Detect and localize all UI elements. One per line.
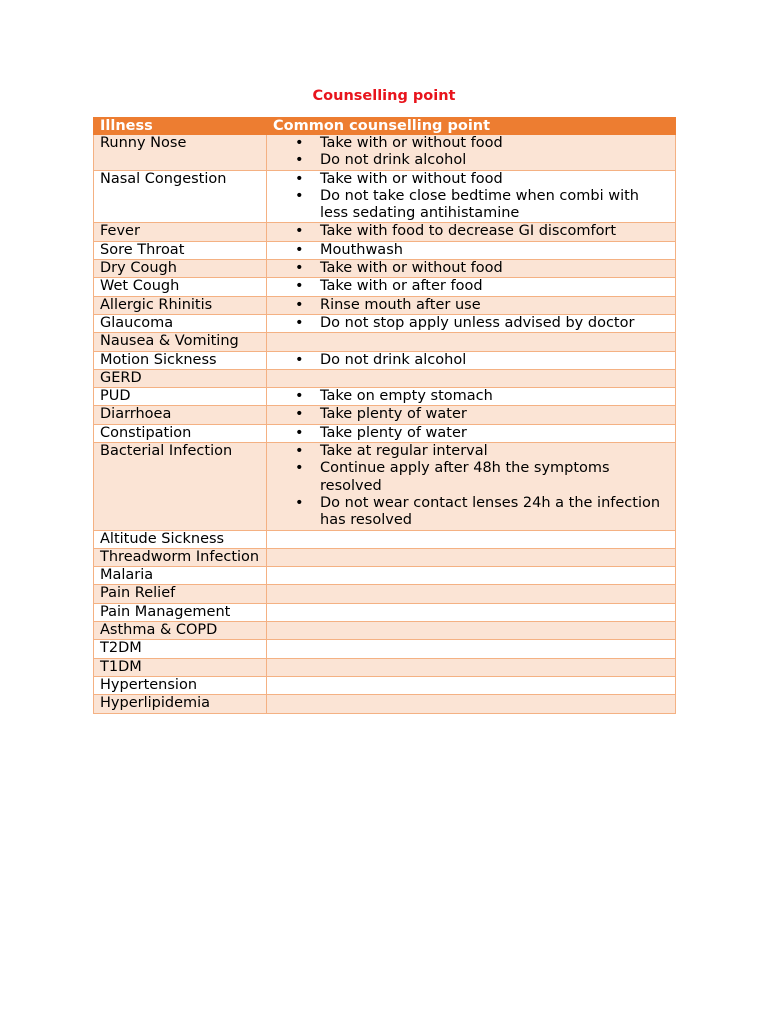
column-header-counselling-point: Common counselling point (267, 118, 676, 135)
counselling-point-cell (267, 530, 676, 548)
table-row (94, 548, 676, 566)
table-row (94, 622, 676, 640)
table-row (94, 223, 676, 241)
illness-cell: GERD (94, 369, 267, 387)
table-row (94, 567, 676, 585)
counselling-point-list (267, 406, 669, 423)
counselling-point-cell (267, 333, 676, 351)
table-row (94, 135, 676, 171)
counselling-point-cell (267, 314, 676, 332)
table-row (94, 170, 676, 223)
illness-cell: Pain Relief (94, 585, 267, 603)
counselling-point-cell (267, 603, 676, 621)
counselling-point-item: • Do not take close bedtime when combi with less sedating antihistamine (267, 188, 669, 223)
counselling-point-list (267, 223, 669, 240)
counselling-point-item: • Rinse mouth after use (267, 297, 669, 314)
table-body (94, 135, 676, 714)
counselling-point-item: • Mouthwash (267, 242, 669, 259)
illness-cell: Diarrhoea (94, 406, 267, 424)
table-row (94, 369, 676, 387)
counselling-point-item: • Take with or after food (267, 278, 669, 295)
table-row (94, 388, 676, 406)
table-row (94, 530, 676, 548)
illness-cell: Wet Cough (94, 278, 267, 296)
counselling-point-cell (267, 241, 676, 259)
illness-cell: Allergic Rhinitis (94, 296, 267, 314)
counselling-point-item: • Continue apply after 48h the symptoms resolved (267, 460, 669, 495)
table-row (94, 406, 676, 424)
illness-cell: Glaucoma (94, 314, 267, 332)
counselling-point-cell (267, 548, 676, 566)
counselling-point-item: • Take with or without food (267, 135, 669, 152)
counselling-point-list (267, 135, 669, 170)
counselling-point-item: • Take plenty of water (267, 406, 669, 423)
illness-cell: T1DM (94, 658, 267, 676)
counselling-point-cell (267, 676, 676, 694)
illness-cell: Bacterial Infection (94, 443, 267, 530)
counselling-point-cell (267, 567, 676, 585)
illness-cell: Altitude Sickness (94, 530, 267, 548)
counselling-point-cell (267, 170, 676, 223)
counselling-point-item: • Take on empty stomach (267, 388, 669, 405)
counselling-point-list (267, 242, 669, 259)
illness-cell: Nausea & Vomiting (94, 333, 267, 351)
table-row (94, 695, 676, 713)
counselling-point-list (267, 425, 669, 442)
counselling-point-list (267, 171, 669, 223)
illness-cell: Constipation (94, 424, 267, 442)
table-row (94, 443, 676, 530)
table-row (94, 314, 676, 332)
illness-cell: Threadworm Infection (94, 548, 267, 566)
counselling-point-list (267, 297, 669, 314)
counselling-point-item: • Take with food to decrease GI discomfort (267, 223, 669, 240)
counselling-point-cell (267, 260, 676, 278)
illness-cell: Runny Nose (94, 135, 267, 171)
illness-cell: Pain Management (94, 603, 267, 621)
table-row (94, 278, 676, 296)
counselling-point-cell (267, 658, 676, 676)
table-row (94, 676, 676, 694)
counselling-point-list (267, 388, 669, 405)
counselling-point-item: • Take with or without food (267, 171, 669, 188)
table-row (94, 333, 676, 351)
illness-cell: Nasal Congestion (94, 170, 267, 223)
counselling-point-item: • Do not wear contact lenses 24h a the infection has resolved (267, 495, 669, 530)
illness-cell: Sore Throat (94, 241, 267, 259)
table-row (94, 658, 676, 676)
illness-cell: Hyperlipidemia (94, 695, 267, 713)
counselling-point-cell (267, 406, 676, 424)
illness-cell: Hypertension (94, 676, 267, 694)
column-header-illness: Illness (94, 118, 267, 135)
table-row (94, 640, 676, 658)
counselling-point-cell (267, 622, 676, 640)
illness-cell: Dry Cough (94, 260, 267, 278)
page-title: Counselling point (312, 88, 456, 104)
illness-cell: Asthma & COPD (94, 622, 267, 640)
counselling-point-cell (267, 296, 676, 314)
table-row (94, 424, 676, 442)
counselling-point-cell (267, 278, 676, 296)
counselling-point-cell (267, 424, 676, 442)
counselling-point-item: • Do not drink alcohol (267, 152, 669, 169)
table-row (94, 603, 676, 621)
table-row (94, 260, 676, 278)
counselling-point-cell (267, 369, 676, 387)
counselling-point-list (267, 443, 669, 529)
illness-cell: Fever (94, 223, 267, 241)
counselling-point-list (267, 315, 669, 332)
table-header-row (94, 118, 676, 135)
counselling-point-cell (267, 135, 676, 171)
counselling-point-item: • Take plenty of water (267, 425, 669, 442)
counselling-point-item: • Do not drink alcohol (267, 352, 669, 369)
counselling-point-cell (267, 443, 676, 530)
table-row (94, 585, 676, 603)
counselling-point-list (267, 278, 669, 295)
counselling-table (93, 117, 676, 714)
counselling-point-cell (267, 351, 676, 369)
counselling-point-cell (267, 223, 676, 241)
counselling-point-item: • Take with or without food (267, 260, 669, 277)
counselling-point-cell (267, 695, 676, 713)
illness-cell: PUD (94, 388, 267, 406)
table-row (94, 351, 676, 369)
counselling-point-cell (267, 585, 676, 603)
table-row (94, 241, 676, 259)
counselling-point-cell (267, 640, 676, 658)
illness-cell: Malaria (94, 567, 267, 585)
counselling-point-cell (267, 388, 676, 406)
table-row (94, 296, 676, 314)
counselling-point-item: • Do not stop apply unless advised by doctor (267, 315, 669, 332)
counselling-point-item: • Take at regular interval (267, 443, 669, 460)
illness-cell: Motion Sickness (94, 351, 267, 369)
counselling-point-list (267, 352, 669, 369)
illness-cell: T2DM (94, 640, 267, 658)
counselling-point-list (267, 260, 669, 277)
